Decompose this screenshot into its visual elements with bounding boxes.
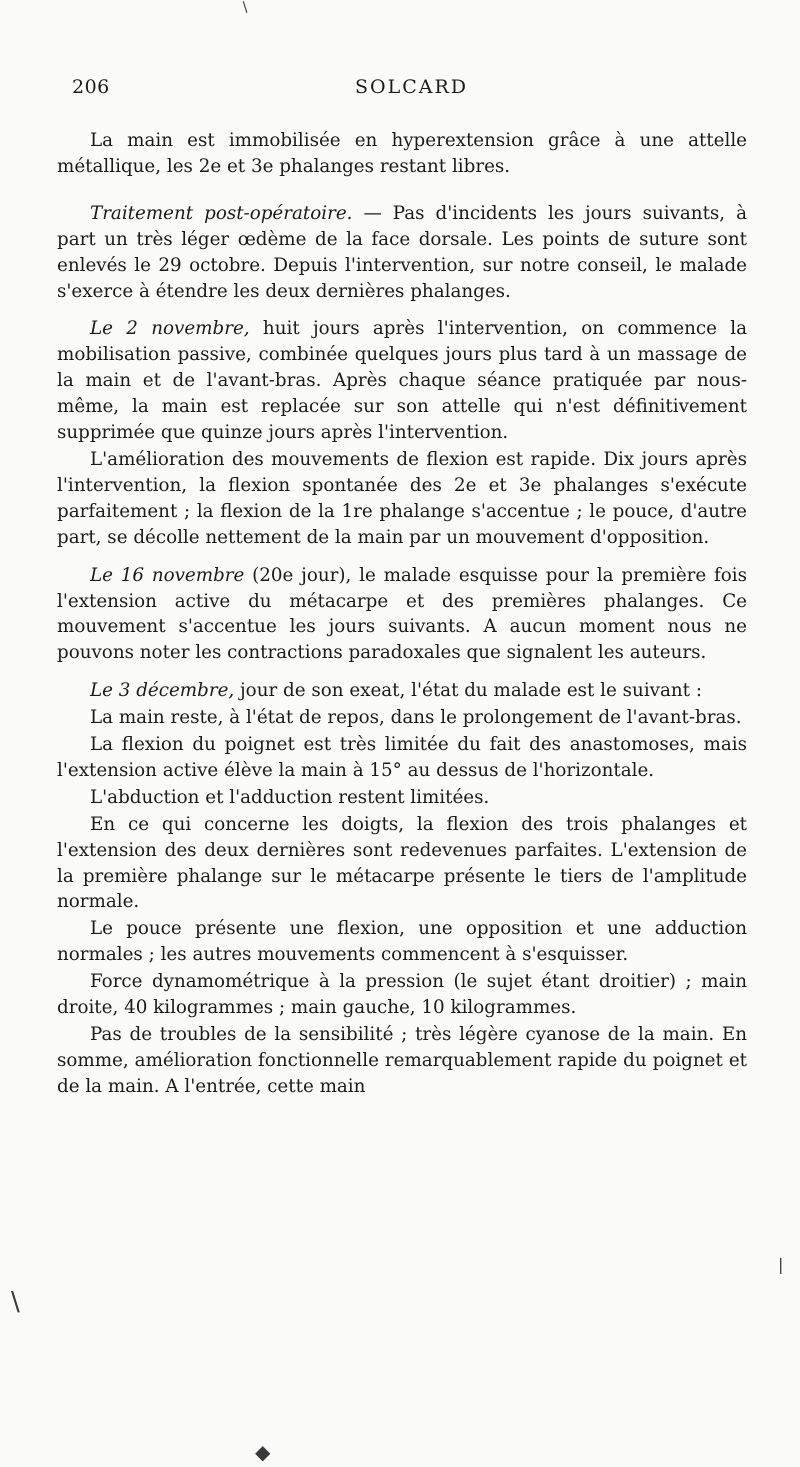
paragraph-lead: Le 2 novembre, bbox=[90, 318, 250, 340]
paragraph-lead: Traitement post-opératoire. bbox=[90, 202, 353, 224]
paragraph-text: La flexion du poignet est très limitée du fait des anastomoses, mais l'extension active élève la main à 15° au dessus de l'horizontale. bbox=[57, 734, 747, 781]
paragraph-splint bbox=[57, 128, 747, 180]
paragraph-text: Force dynamométrique à la pression (le sujet étant droitier) ; main droite, 40 kilogrammes ; main gauche, 10 kilogrammes. bbox=[57, 971, 747, 1019]
paragraph-text: En ce qui concerne les doigts, la flexion des trois phalanges et l'extension des deux dernières sont redevenues parfaites. L'extension de la première phalange sur le métacarpe présente le tiers de l'amplitude normale. bbox=[57, 813, 747, 913]
paragraph-lead: Le 3 décembre, bbox=[90, 680, 235, 702]
scan-speck: ◆ bbox=[255, 1440, 271, 1464]
paragraph-text: Le pouce présente une flexion, une opposition et une adduction normales ; les autres mouvements commencent à s'esquisser. bbox=[57, 918, 747, 966]
paragraph-wrist-flexion bbox=[57, 732, 747, 784]
paragraph-text: (20e jour), le malade esquisse pour la première fois l'extension active du métacarpe et des premières phalanges. Ce mouvement s'accentue les jours suivants. A aucun moment nous ne pouvons noter les contractions paradoxales que signalent les auteurs. bbox=[57, 564, 747, 664]
paragraph-text: La main est immobilisée en hyperextension grâce à une attelle métallique, les 2e et 3e phalanges restant libres. bbox=[57, 130, 747, 177]
paragraph-grip-strength bbox=[57, 969, 747, 1021]
paragraph-fingers bbox=[57, 812, 747, 916]
paragraph-summary bbox=[57, 1022, 747, 1100]
page-number: 206 bbox=[72, 76, 110, 98]
paragraph-text: La main reste, à l'état de repos, dans le prolongement de l'avant-bras. bbox=[90, 707, 742, 729]
page-header bbox=[72, 76, 752, 106]
paragraph-nov-2 bbox=[57, 316, 747, 446]
paragraph-text: L'abduction et l'adduction restent limitées. bbox=[90, 786, 490, 808]
paragraph-post-op bbox=[57, 201, 747, 305]
paragraph-lead: Le 16 novembre bbox=[90, 564, 245, 586]
paragraph-thumb bbox=[57, 916, 747, 968]
paragraph-text: huit jours après l'intervention, on commence la mobilisation passive, combinée quelques jours plus tard à un massage de la main et de l'avant-bras. Après chaque séance pratiquée par nous-même, la main est replacée sur son attelle qui n'est définitivement supprimée que quinze jours après l'intervention. bbox=[57, 318, 747, 444]
paragraph-nov-16 bbox=[57, 563, 747, 667]
paragraph-abduction bbox=[57, 785, 747, 811]
scan-speck: ❘ bbox=[774, 1255, 788, 1274]
paragraph-flexion bbox=[57, 447, 747, 551]
paragraph-text: jour de son exeat, l'état du malade est le suivant : bbox=[234, 680, 702, 702]
paragraph-rest-position bbox=[57, 705, 747, 731]
scan-speck: ∖ bbox=[6, 1288, 23, 1318]
running-head: SOLCARD bbox=[355, 76, 469, 98]
paragraph-text: L'amélioration des mouvements de flexion est rapide. Dix jours après l'intervention, la flexion spontanée des 2e et 3e phalanges s'exécute parfaitement ; la flexion de la 1re phalange s'accentue ; le pouce, d'autre part, se décolle nettement de la main par un mouvement d'opposition. bbox=[57, 448, 747, 548]
page-body bbox=[57, 128, 747, 1100]
paragraph-text: — Pas d'incidents les jours suivants, à part un très léger œdème de la face dorsale. Les points de suture sont enlevés le 29 octobre. Depuis l'intervention, sur notre conseil, le malade s'exerce à étendre les deux dernières phalanges. bbox=[57, 202, 748, 302]
paragraph-text: Pas de troubles de la sensibilité ; très légère cyanose de la main. En somme, amélioration fonctionnelle remarquablement rapide du poignet et de la main. A l'entrée, cette main bbox=[57, 1024, 747, 1097]
paragraph-dec-3 bbox=[57, 678, 747, 704]
scan-speck: ∖ bbox=[240, 0, 249, 16]
